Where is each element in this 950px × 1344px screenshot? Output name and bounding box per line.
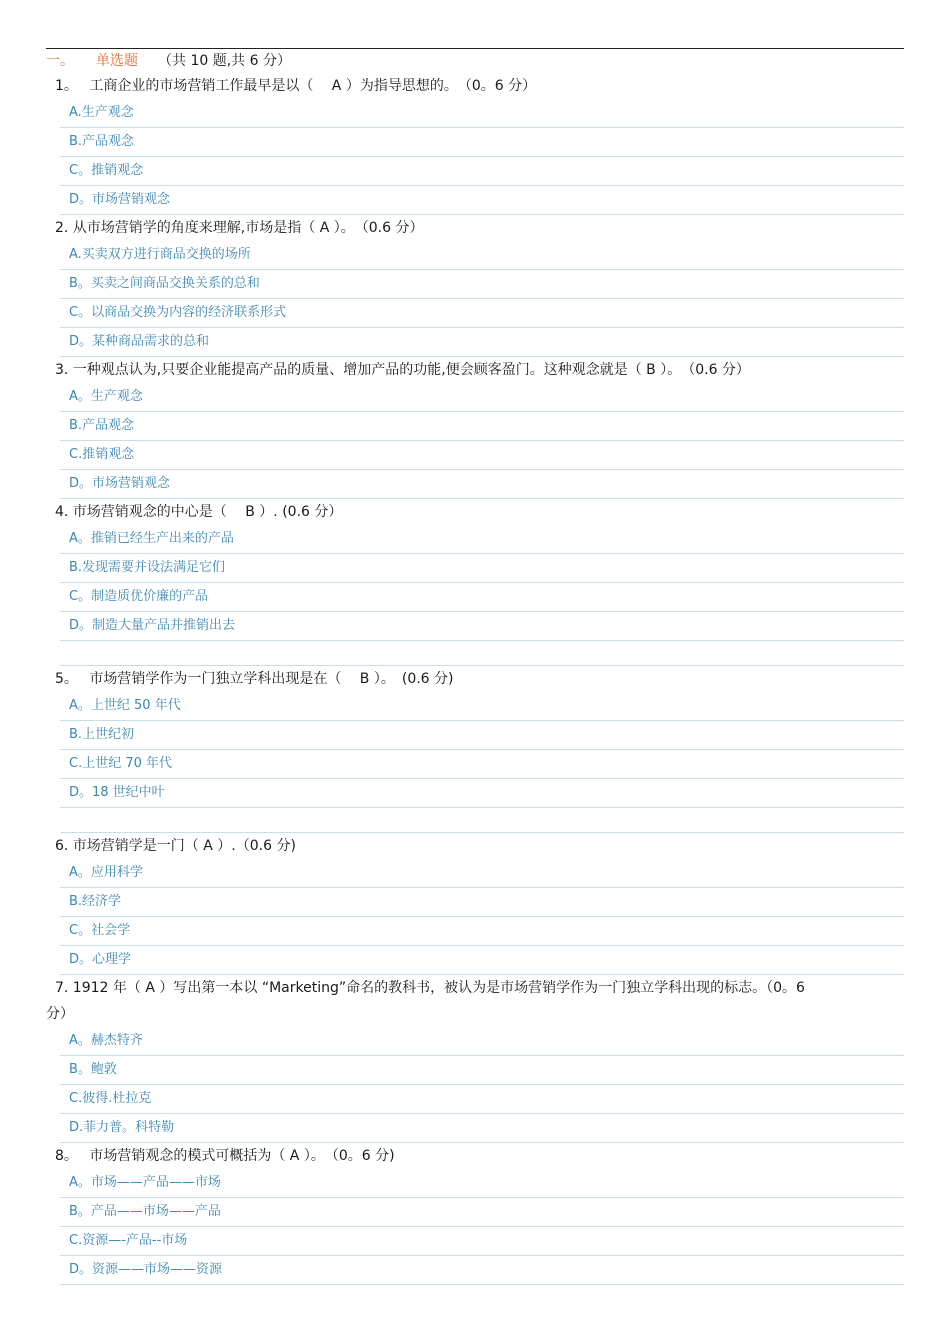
option-5c[interactable]: C.上世纪 70 年代: [60, 750, 904, 779]
document-page: [46, 48, 904, 1285]
option-8c[interactable]: C.资源—-产品--市场: [60, 1227, 904, 1256]
question-7-line-1: 7. 1912 年（ A ）写出第一本以 “Marketing”命名的教科书，被认为是市场营销学作为一门独立学科出现的标志。（0。6: [55, 980, 805, 996]
option-1a[interactable]: A.生产观念: [60, 99, 904, 128]
option-7d[interactable]: D.菲力普。科特勒: [60, 1114, 904, 1143]
section-meta: （共 10 题,共 6 分）: [158, 53, 291, 69]
question-6: 6. 市场营销学是一门（ A ）.（0.6 分): [55, 838, 296, 854]
option-2c[interactable]: C。以商品交换为内容的经济联系形式: [60, 299, 904, 328]
option-6c[interactable]: C。社会学: [60, 917, 904, 946]
option-8d[interactable]: D。资源——市场——资源: [60, 1256, 904, 1285]
option-2a[interactable]: A.买卖双方进行商品交换的场所: [60, 241, 904, 270]
question-3: 3. 一种观点认为,只要企业能提高产品的质量、增加产品的功能,便会顾客盈门。这种观念就是（ B ）。 （0.6 分）: [55, 362, 750, 378]
option-3c[interactable]: C.推销观念: [60, 441, 904, 470]
option-8a[interactable]: A。市场——产品——市场: [60, 1169, 904, 1198]
option-6d[interactable]: D。心理学: [60, 946, 904, 975]
option-3d[interactable]: D。市场营销观念: [60, 470, 904, 499]
option-4b[interactable]: B.发现需要并设法满足它们: [60, 554, 904, 583]
section-label: 单选题: [96, 53, 138, 69]
section-title: [46, 49, 904, 73]
option-4a[interactable]: A。推销已经生产出来的产品: [60, 525, 904, 554]
option-5b[interactable]: B.上世纪初: [60, 721, 904, 750]
option-2d[interactable]: D。某种商品需求的总和: [60, 328, 904, 357]
blank-row: [60, 808, 904, 833]
option-5d[interactable]: D。18 世纪中叶: [60, 779, 904, 808]
question-2: 2. 从市场营销学的角度来理解,市场是指（ A ）。 （0.6 分）: [55, 220, 424, 236]
question-4: 4. 市场营销观念的中心是（ B ）. (0.6 分）: [55, 504, 343, 520]
option-6a[interactable]: A。应用科学: [60, 859, 904, 888]
option-7a[interactable]: A。赫杰特齐: [60, 1027, 904, 1056]
question-8: 8。 市场营销观念的模式可概括为（ A ）。 （0。6 分): [55, 1148, 395, 1164]
option-2b[interactable]: B。买卖之间商品交换关系的总和: [60, 270, 904, 299]
option-6b[interactable]: B.经济学: [60, 888, 904, 917]
option-4c[interactable]: C。制造质优价廉的产品: [60, 583, 904, 612]
option-1c[interactable]: C。推销观念: [60, 157, 904, 186]
option-7c[interactable]: C.彼得.杜拉克: [60, 1085, 904, 1114]
question-7-line-2: 分）: [46, 1006, 74, 1022]
option-3b[interactable]: B.产品观念: [60, 412, 904, 441]
question-1: 1。 工商企业的市场营销工作最早是以（ A ）为指导思想的。 （0。6 分）: [55, 78, 537, 94]
option-5a[interactable]: A。上世纪 50 年代: [60, 692, 904, 721]
option-4d[interactable]: D。制造大量产品并推销出去: [60, 612, 904, 641]
question-7: [46, 975, 904, 1027]
option-3a[interactable]: A。生产观念: [60, 383, 904, 412]
option-1d[interactable]: D。市场营销观念: [60, 186, 904, 215]
option-1b[interactable]: B.产品观念: [60, 128, 904, 157]
blank-row: [60, 641, 904, 666]
option-8b[interactable]: B。产品——市场——产品: [60, 1198, 904, 1227]
question-5: 5。 市场营销学作为一门独立学科出现是在（ B ）。 (0.6 分): [55, 671, 454, 687]
option-7b[interactable]: B。鲍敦: [60, 1056, 904, 1085]
section-number: 一。: [46, 53, 74, 69]
